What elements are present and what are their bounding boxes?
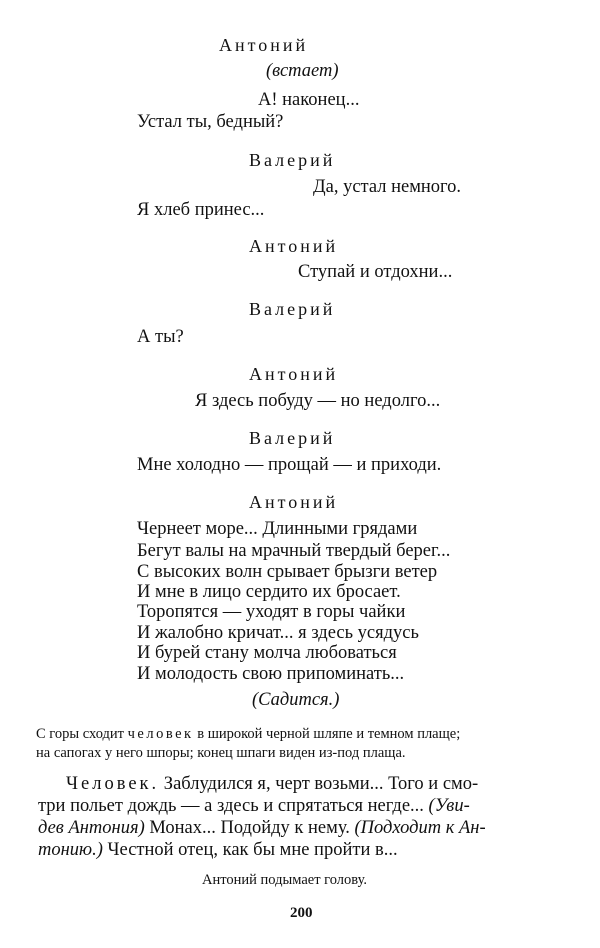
speaker-antony-1: Антоний xyxy=(219,35,309,55)
verse-line: А ты? xyxy=(137,327,184,347)
speaker-antony-2: Антоний xyxy=(249,236,339,256)
speaker-antony-3: Антоний xyxy=(249,364,339,384)
verse-line: Чернеет море... Длинными грядами xyxy=(137,519,418,539)
prose-line xyxy=(66,774,478,795)
prose-direction: (Подходит к Ан- xyxy=(354,818,486,838)
verse-line: И мне в лицо сердито их бросает. xyxy=(137,582,401,602)
verse-line: Я хлеб принес... xyxy=(137,200,265,220)
verse-line: А! наконец... xyxy=(258,90,360,110)
verse-line: Я здесь побуду — но недолго... xyxy=(195,391,441,411)
prose-text: Заблудился я, черт возьми... Того и смо- xyxy=(159,774,479,794)
stage-direction-closing: Антоний подымает голову. xyxy=(202,872,368,888)
stage-direction-sits: (Садится.) xyxy=(252,690,340,710)
verse-line: Ступай и отдохни... xyxy=(298,262,453,282)
speaker-man: Человек. xyxy=(66,774,160,794)
prose-line xyxy=(38,796,470,817)
prose-line xyxy=(38,840,398,861)
page-number: 200 xyxy=(290,905,313,921)
speaker-valery-3: Валерий xyxy=(249,428,336,448)
prose-direction: тонию.) xyxy=(38,840,103,860)
prose-text: три польет дождь — а здесь и спрятаться негде... xyxy=(38,796,429,816)
verse-line: Торопятся — уходят в горы чайки xyxy=(137,602,406,622)
stage-person: человек xyxy=(127,726,194,742)
stage-direction-line xyxy=(36,726,460,743)
prose-direction: дев Антония) xyxy=(38,818,145,838)
stage-text: С горы сходит xyxy=(36,726,128,742)
stage-direction-rises: (встает) xyxy=(266,61,339,81)
speaker-valery-2: Валерий xyxy=(249,299,336,319)
speaker-antony-4: Антоний xyxy=(249,492,339,512)
verse-line: И молодость свою припоминать... xyxy=(137,664,405,684)
stage-direction-line: на сапогах у него шпоры; конец шпаги виден из-под плаща. xyxy=(36,745,406,761)
prose-text: Честной отец, как бы мне пройти в... xyxy=(102,840,398,860)
verse-line: И жалобно кричат... я здесь усядусь xyxy=(137,623,419,643)
prose-text: Монах... Подойду к нему. xyxy=(144,818,355,838)
verse-line: Мне холодно — прощай — и приходи. xyxy=(137,455,442,475)
speaker-valery-1: Валерий xyxy=(249,150,336,170)
verse-line: С высоких волн срывает брызги ветер xyxy=(137,562,438,582)
verse-line: Устал ты, бедный? xyxy=(137,112,284,132)
verse-line: И бурей стану молча любоваться xyxy=(137,643,397,663)
stage-text: в широкой черной шляпе и темном плаще; xyxy=(193,726,461,742)
verse-line: Да, устал немного. xyxy=(313,177,462,197)
prose-direction: (Уви- xyxy=(428,796,470,816)
verse-line: Бегут валы на мрачный твердый берег... xyxy=(137,541,451,561)
prose-line xyxy=(38,818,486,839)
